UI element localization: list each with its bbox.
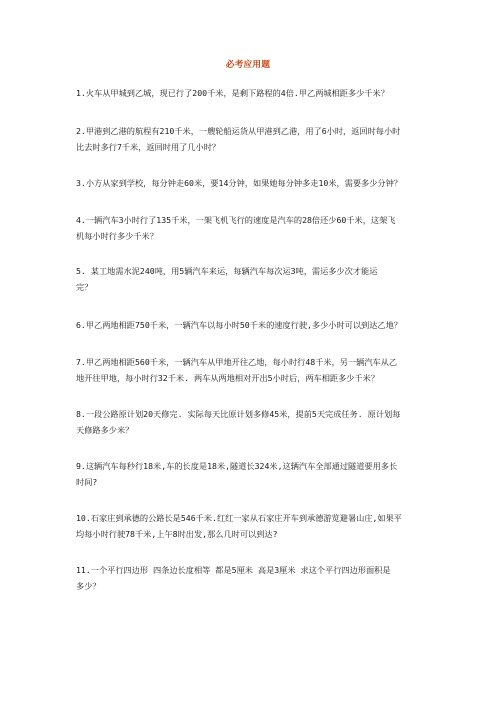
question-10: 10.石家庄到承德的公路长是546千米.红红一家从石家庄开车到承德游览避暑山庄,如果平 均每小时行驶78千米,上午8时出发,那么几时可以到达? — [76, 513, 402, 539]
question-4: 4.一辆汽车3小时行了135千米，一架飞机飞行的速度是汽车的28倍还少60千米，这架飞 机每小时行多少千米？ — [76, 215, 396, 241]
question-11: 11.一个平行四边形 四条边长度相等 都是5厘米 高是3厘米 求这个平行四边形面积是 多少？ — [76, 565, 391, 591]
question-8: 8.一段公路原计划20天修完. 实际每天比原计划多修45米，提前5天完成任务. 原计划每 天修路多少米？ — [76, 409, 401, 435]
question-7: 7.甲乙两地相距560千米，一辆汽车从甲地开往乙地，每小时行48千米，另一辆汽车从乙 地开往甲地，每小时行32千米. 两车从两地相对开出5小时后，两车相距多少千米？ — [76, 357, 398, 383]
question-3: 3.小方从家到学校，每分钟走60米，要14分钟，如果她每分钟多走10米，需要多少分钟？ — [76, 178, 402, 188]
question-9: 9.这辆汽车每秒行18米,车的长度是18米,隧道长324米,这辆汽车全部通过隧道要用多长 时间? — [76, 461, 398, 487]
question-5: 5. 某工地需水泥240吨，用5辆汽车来运，每辆汽车每次运3吨，需运多少次才能运 完？ — [76, 266, 378, 292]
document-title: 必考应用题 — [225, 60, 271, 70]
question-6: 6.甲乙两地相距750千米，一辆汽车以每小时50千米的速度行驶,多少小时可以到达乙地？ — [76, 320, 402, 330]
question-1: 1.火车从甲城到乙城，现已行了200千米，是剩下路程的4倍.甲乙两城相距多少千米？ — [76, 88, 389, 98]
question-2: 2.甲港到乙港的航程有210千米，一艘轮船运货从甲港到乙港，用了6小时，返回时每小时 比去时多行7千米，返回时用了几小时？ — [76, 126, 401, 152]
